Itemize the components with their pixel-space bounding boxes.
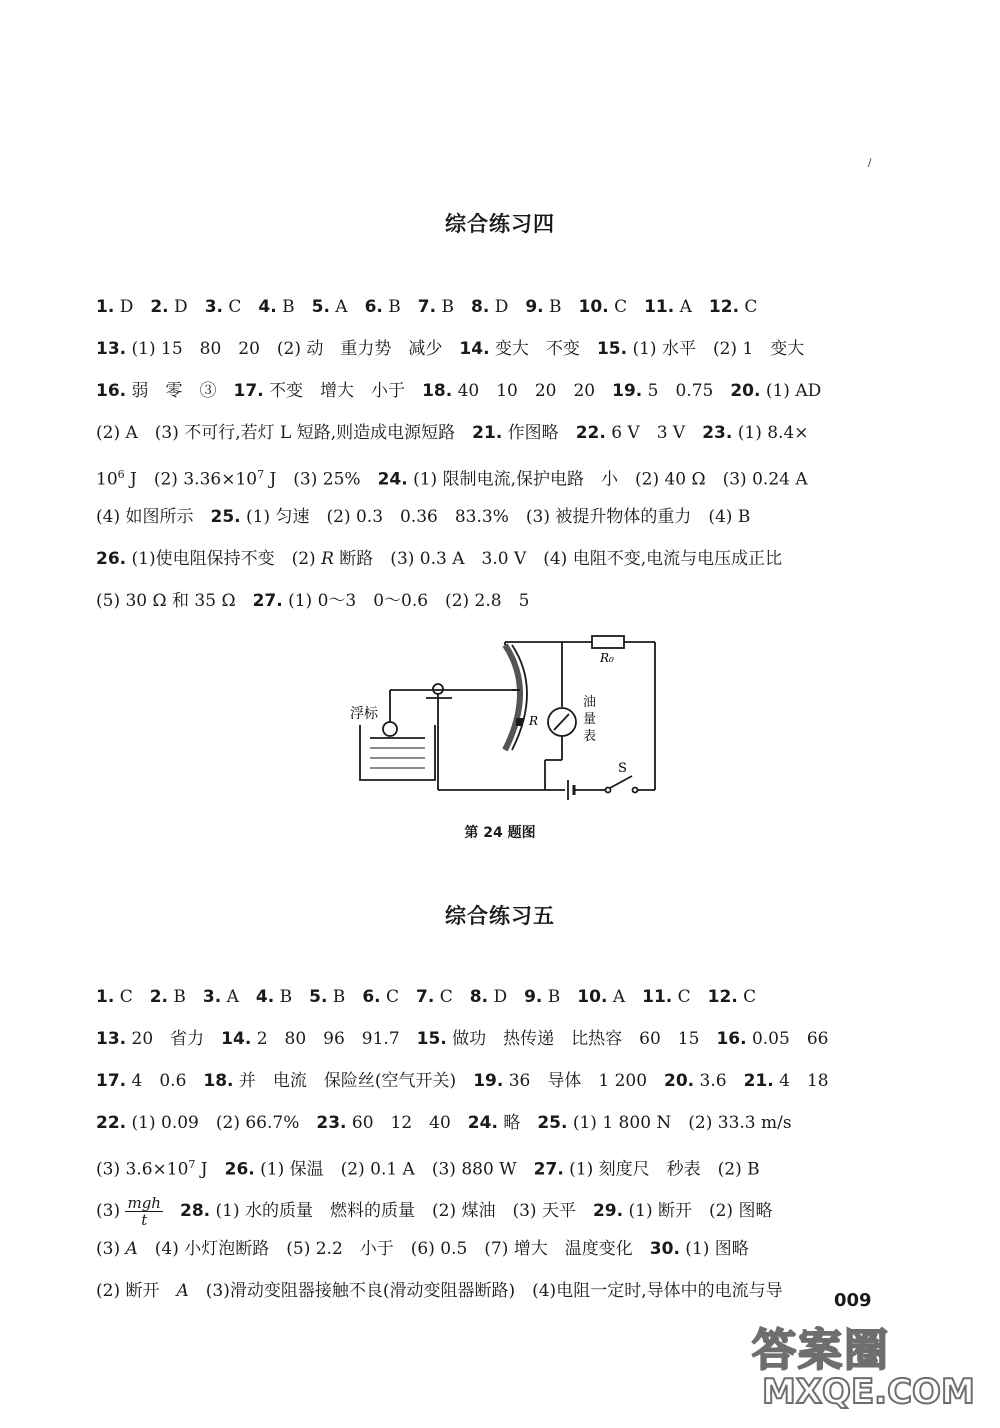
switch-label: S [618, 761, 627, 776]
stray-mark: / [868, 158, 872, 169]
section5-answer-line: 1. C 2. B 3. A 4. B 5. B 6. C 7. C 8. D 9. B 10. A 11. C 12. C [96, 987, 757, 1007]
section4-answer-line: (4) 如图所示 25. (1) 匀速 (2) 0.3 0.36 83.3% (3) 被提升物体的重力 (4) B [96, 507, 751, 527]
section5-answer-line: (3) A (4) 小灯泡断路 (5) 2.2 小于 (6) 0.5 (7) 增大 温度变化 30. (1) 图略 [96, 1239, 749, 1259]
section4-answer-line: 26. (1)使电阻保持不变 (2) R 断路 (3) 0.3 A 3.0 V (4) 电阻不变,电流与电压成正比 [96, 549, 783, 569]
section4-title: 综合练习四 [445, 212, 555, 236]
section4-answer-line: (5) 30 Ω 和 35 Ω 27. (1) 0～3 0～0.6 (2) 2.8 5 [96, 591, 530, 611]
section5-answer-line: 17. 4 0.6 18. 并 电流 保险丝(空气开关) 19. 36 导体 1 200 20. 3.6 21. 4 18 [96, 1071, 829, 1091]
watermark-text: 答案圈 [752, 1325, 890, 1376]
section5-answer-line: (2) 断开 A (3)滑动变阻器接触不良(滑动变阻器断路) (4)电阻一定时,导体中的电流与导 [96, 1281, 783, 1301]
circuit-diagram [340, 630, 670, 820]
r0-label: R₀ [600, 651, 614, 665]
meter-label-1: 油 [583, 695, 597, 710]
section4-answer-line: 1. D 2. D 3. C 4. B 5. A 6. B 7. B 8. D 9. B 10. C 11. A 12. C [96, 297, 758, 317]
float-label: 浮标 [350, 706, 378, 722]
section4-answer-line: (2) A (3) 不可行,若灯 L 短路,则造成电源短路 21. 作图略 22. 6 V 3 V 23. (1) 8.4× [96, 423, 809, 443]
meter-label-3: 表 [583, 729, 597, 744]
section4-answer-line: $10^6$ J (2) $3.36\times 10^7$ J (3) 25% 24. (1) 限制电流,保护电路 小 (2) 40 Ω (3) 0.24 A [96, 468, 808, 490]
section5-answer-line: 22. (1) 0.09 (2) 66.7% 23. 60 12 40 24. 略 25. (1) 1 800 N (2) 33.3 m/s [96, 1113, 792, 1133]
watermark-url: MXQE.COM [762, 1372, 975, 1412]
section5-answer-line: (3) $\frac{\text{mgh}}{t}$ 28. (1) 水的质量 燃料的质量 (2) 煤油 (3) 天平 29. (1) 断开 (2) 图略 [96, 1194, 773, 1229]
section5-answer-line: 13. 20 省力 14. 2 80 96 91.7 15. 做功 热传递 比热容 60 15 16. 0.05 66 [96, 1029, 829, 1049]
r-label: R [529, 714, 539, 728]
section4-answer-line: 13. (1) 15 80 20 (2) 动 重力势 减少 14. 变大 不变 15. (1) 水平 (2) 1 变大 [96, 339, 805, 359]
figure-caption: 第 24 题图 [464, 825, 536, 841]
section4-answer-line: 16. 弱 零 ③ 17. 不变 增大 小于 18. 40 10 20 20 19. 5 0.75 20. (1) AD [96, 381, 822, 401]
section5-title: 综合练习五 [445, 904, 555, 928]
watermark-logo [752, 1314, 975, 1424]
meter-label-2: 量 [583, 712, 597, 727]
section5-answer-line: (3) $3.6\times 10^7$ J 26. (1) 保温 (2) 0.1 A (3) 880 W 27. (1) 刻度尺 秒表 (2) B [96, 1158, 760, 1180]
page-number: 009 [834, 1290, 872, 1311]
